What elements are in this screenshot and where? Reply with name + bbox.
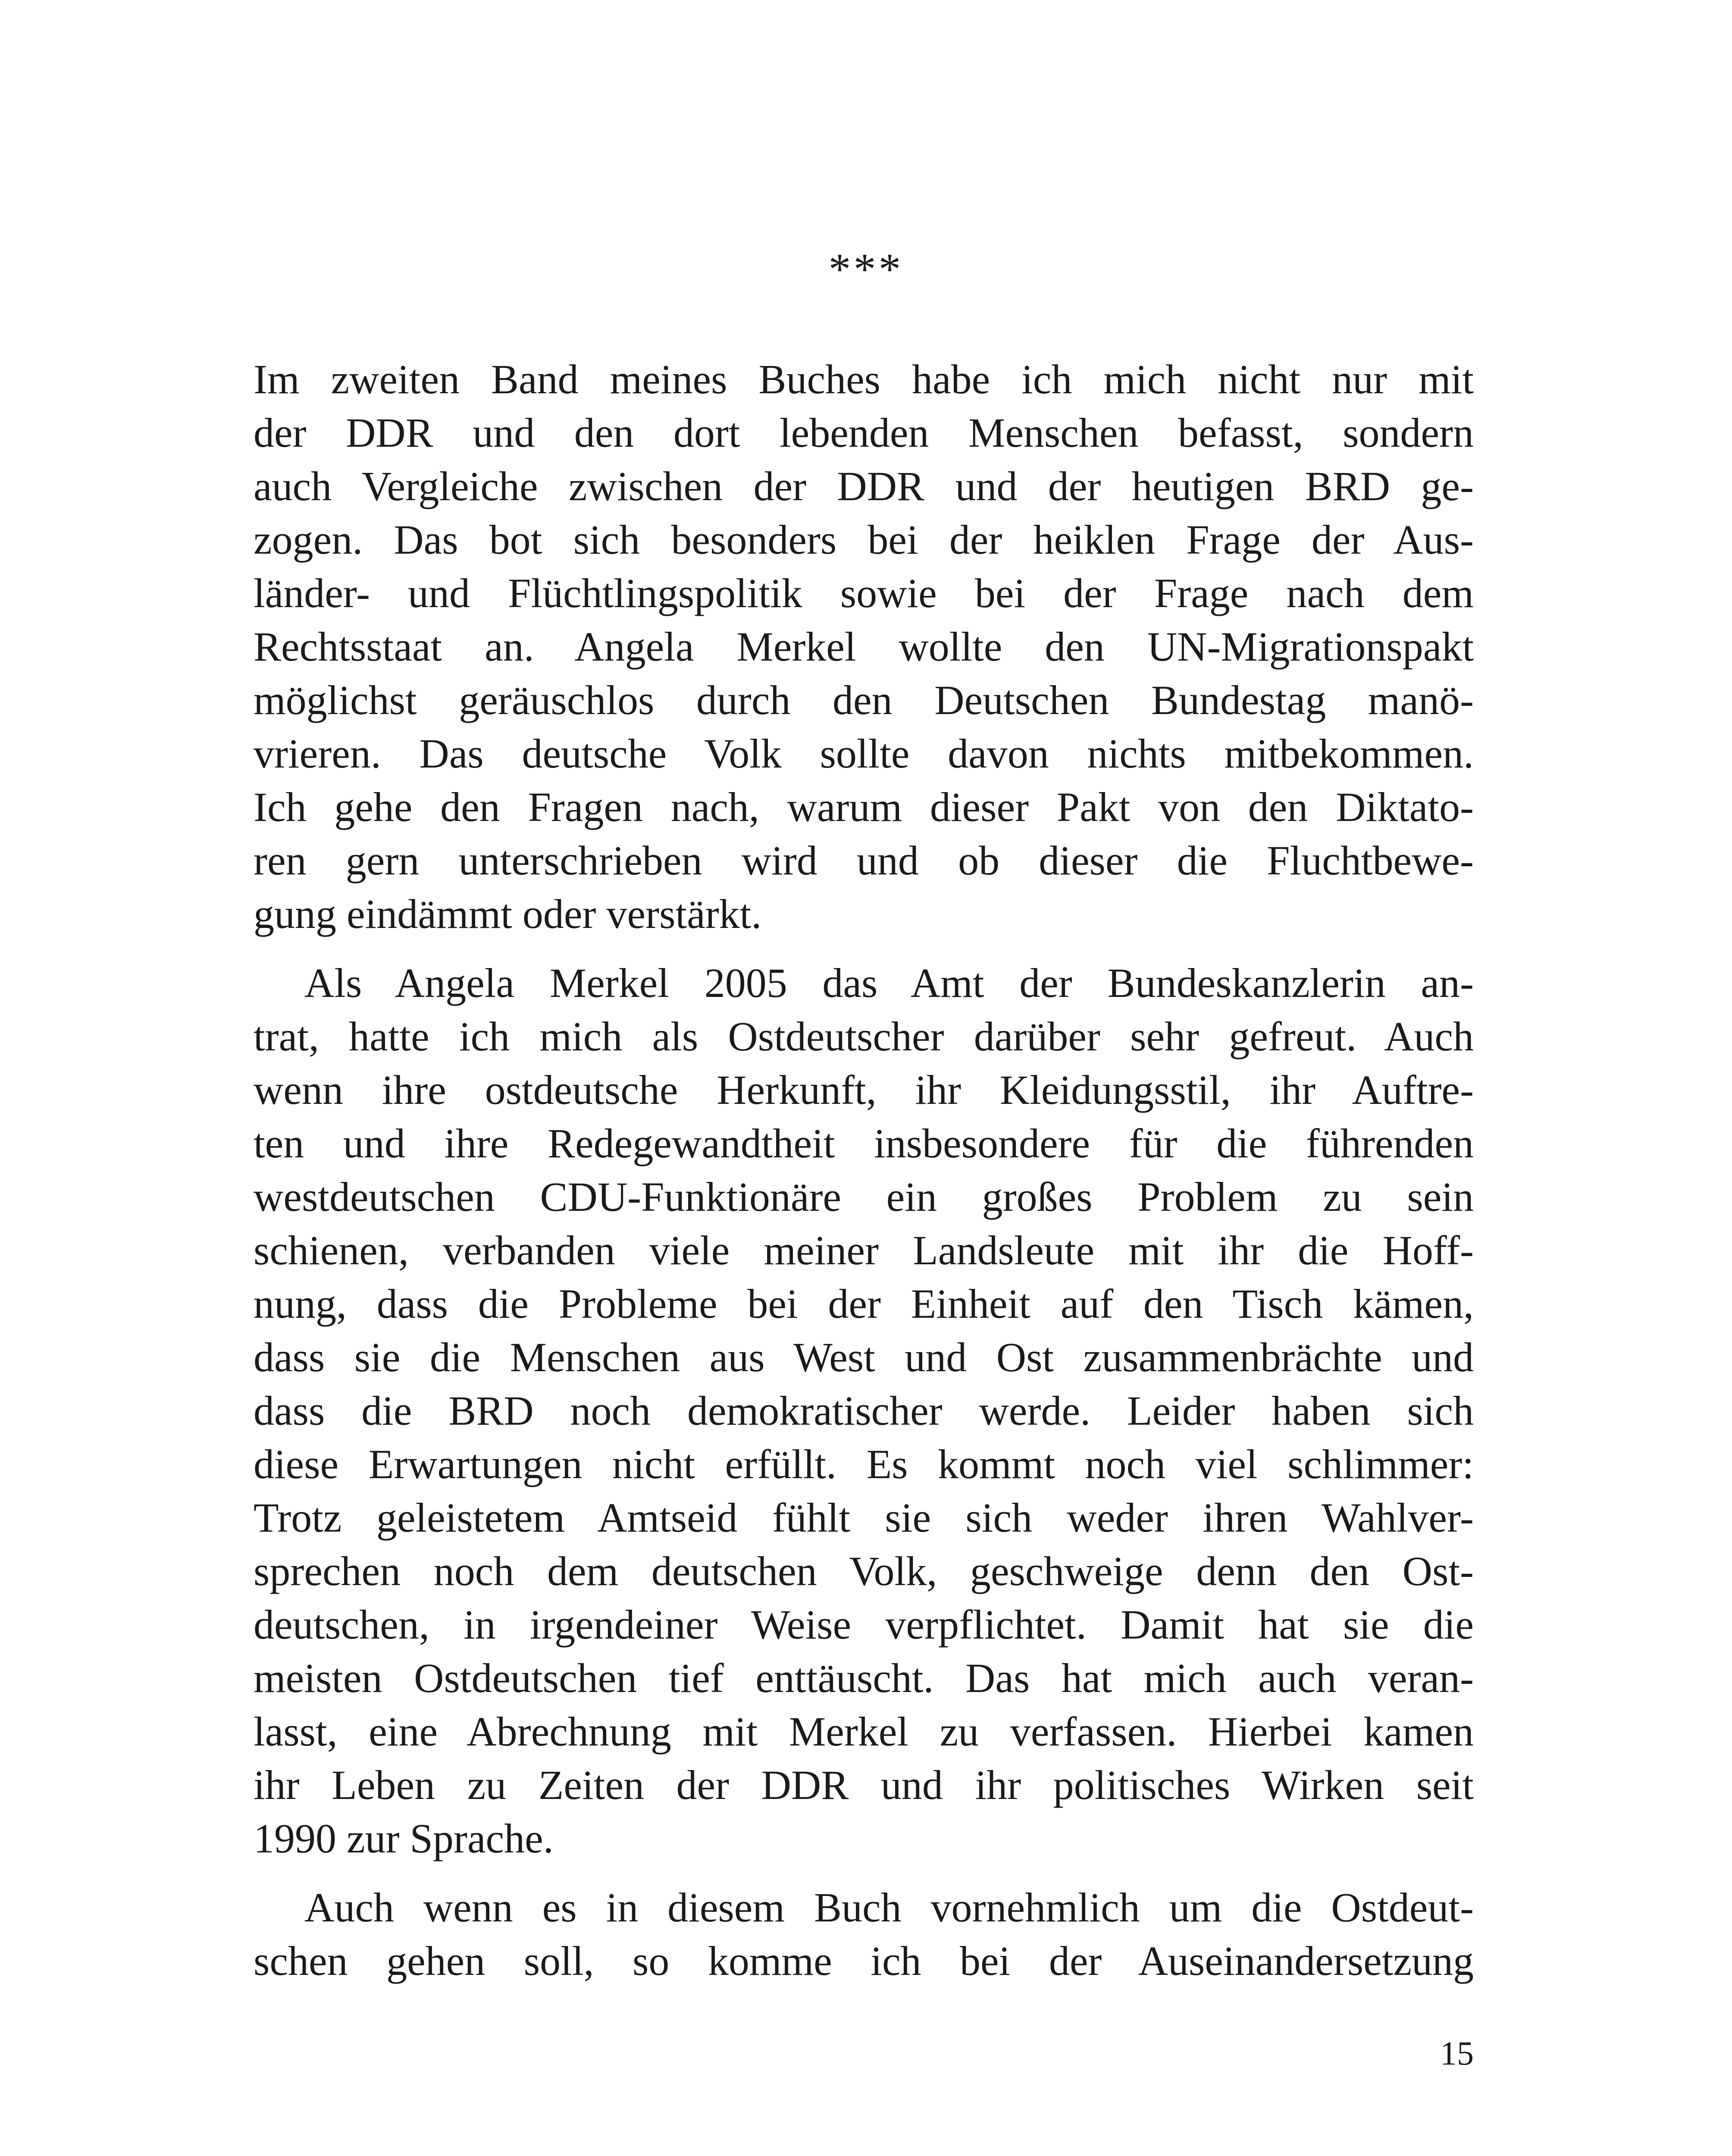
text-line: ihr Leben zu Zeiten der DDR und ihr politisches Wirken seit xyxy=(254,1762,1474,1808)
text-line: sprechen noch dem deutschen Volk, geschweige denn den Ost- xyxy=(254,1548,1474,1594)
text-line: diese Erwartungen nicht erfüllt. Es kommt noch viel schlimmer: xyxy=(254,1441,1474,1487)
text-line: Auch wenn es in diesem Buch vornehmlich um die Ostdeut- xyxy=(304,1884,1474,1930)
body-text xyxy=(254,353,1474,1988)
paragraph-1 xyxy=(254,353,1474,941)
text-line: deutschen, in irgendeiner Weise verpflichtet. Damit hat sie die xyxy=(254,1601,1474,1648)
text-line: gung eindämmt oder verstärkt. xyxy=(254,891,762,937)
text-line: dass die BRD noch demokratischer werde. Leider haben sich xyxy=(254,1388,1474,1434)
text-line: länder- und Flüchtlingspolitik sowie bei der Frage nach dem xyxy=(254,570,1474,616)
text-line: dass sie die Menschen aus West und Ost zusammenbrächte und xyxy=(254,1334,1474,1380)
text-line: vrieren. Das deutsche Volk sollte davon nichts mitbekommen. xyxy=(254,730,1474,777)
text-line: ten und ihre Redegewandtheit insbesondere für die führenden xyxy=(254,1120,1474,1166)
paragraph-gap xyxy=(254,1865,1474,1881)
text-line: schen gehen soll, so komme ich bei der Auseinandersetzung xyxy=(254,1938,1474,1984)
text-line: ren gern unterschrieben wird und ob dieser die Fluchtbewe- xyxy=(254,837,1474,884)
text-line: Ich gehe den Fragen nach, warum dieser Pakt von den Diktato- xyxy=(254,784,1474,830)
text-line: meisten Ostdeutschen tief enttäuscht. Das hat mich auch veran- xyxy=(254,1655,1474,1701)
paragraph-2 xyxy=(254,956,1474,1865)
text-line: schienen, verbanden viele meiner Landsleute mit ihr die Hoff- xyxy=(254,1227,1474,1273)
text-line: Als Angela Merkel 2005 das Amt der Bundeskanzlerin an- xyxy=(304,960,1474,1006)
text-line: 1990 zur Sprache. xyxy=(254,1815,554,1861)
section-separator: *** xyxy=(828,244,904,294)
paragraph-3 xyxy=(254,1881,1474,1988)
text-line: Rechtsstaat an. Angela Merkel wollte den UN-Migrationspakt xyxy=(254,624,1474,670)
text-line: möglichst geräuschlos durch den Deutschen Bundestag manö- xyxy=(254,677,1474,723)
text-line: nung, dass die Probleme bei der Einheit auf den Tisch kämen, xyxy=(254,1281,1474,1327)
text-line: auch Vergleiche zwischen der DDR und der heutigen BRD ge- xyxy=(254,463,1474,509)
text-line: Im zweiten Band meines Buches habe ich mich nicht nur mit xyxy=(254,356,1474,402)
text-line: der DDR und den dort lebenden Menschen befasst, sondern xyxy=(254,410,1474,456)
text-line: lasst, eine Abrechnung mit Merkel zu verfassen. Hierbei kamen xyxy=(254,1708,1474,1755)
text-line: Trotz geleistetem Amtseid fühlt sie sich weder ihren Wahlver- xyxy=(254,1495,1474,1541)
text-line: zogen. Das bot sich besonders bei der heiklen Frage der Aus- xyxy=(254,517,1474,563)
paragraph-gap xyxy=(254,941,1474,956)
text-line: trat, hatte ich mich als Ostdeutscher darüber sehr gefreut. Auch xyxy=(254,1013,1474,1059)
text-line: westdeutschen CDU-Funktionäre ein großes Problem zu sein xyxy=(254,1174,1474,1220)
page-number: 15 xyxy=(1440,2034,1474,2072)
text-line: wenn ihre ostdeutsche Herkunft, ihr Kleidungsstil, ihr Auftre- xyxy=(254,1067,1474,1113)
